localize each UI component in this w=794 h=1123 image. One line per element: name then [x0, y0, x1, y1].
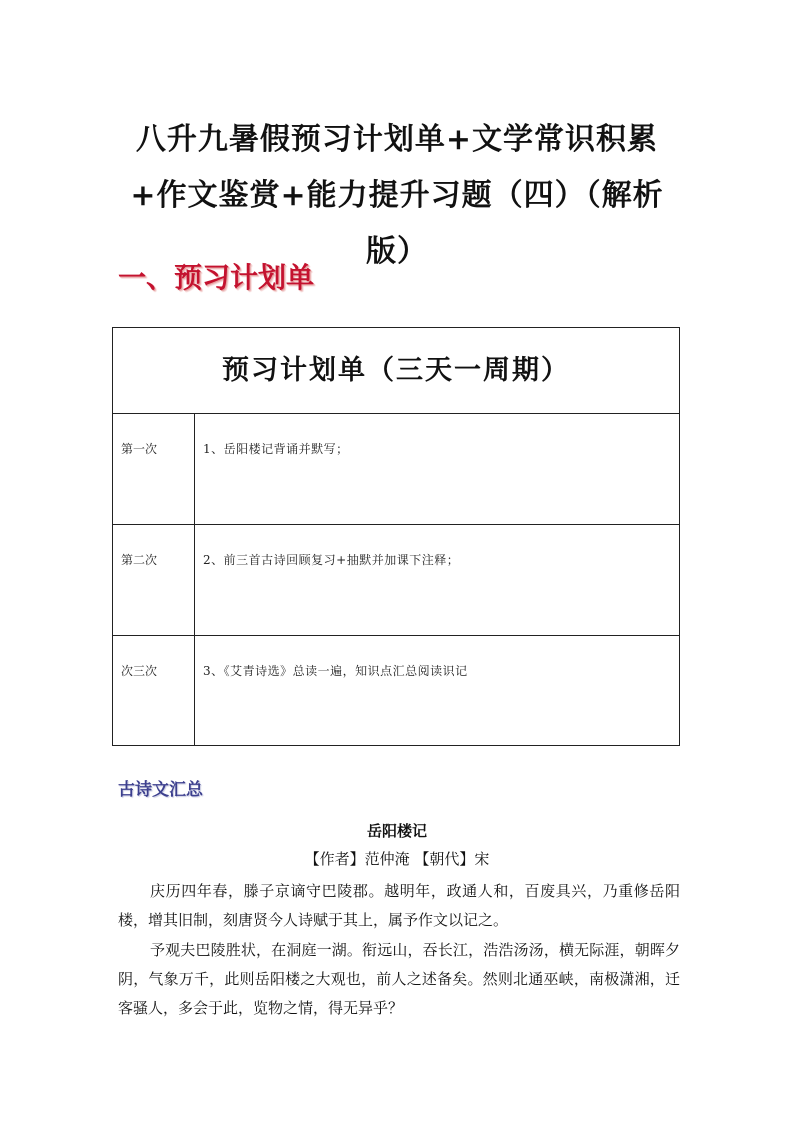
- poem-title: 岳阳楼记: [366, 822, 427, 840]
- poem-author-dynasty: 【作者】范仲淹 【朝代】宋: [304, 850, 490, 868]
- table-row: [113, 525, 679, 636]
- plan-table-header: 预习计划单（三天一周期）: [113, 328, 679, 414]
- table-row: [113, 636, 679, 745]
- row-content: 2、前三首古诗回顾复习+抽默并加课下注释；: [203, 553, 460, 567]
- subsection-heading-ancient-poetry: 古诗文汇总: [118, 780, 203, 800]
- preview-plan-table: [112, 327, 680, 746]
- poem-paragraph: 庆历四年春，滕子京谪守巴陵郡。越明年，政通人和，百废具兴，乃重修岳阳楼，增其旧制，刻唐贤今人诗赋于其上，属予作文以记之。: [118, 882, 680, 929]
- row-content: 1、岳阳楼记背诵并默写；: [203, 442, 349, 456]
- document-title: 八升九暑假预习计划单+文学常识积累+作文鉴赏+能力提升习题（四）（解析版）: [130, 122, 664, 269]
- row-label: 第一次: [113, 414, 195, 524]
- row-content: 3、《艾青诗选》总读一遍，知识点汇总阅读识记: [203, 664, 468, 678]
- row-label: 次三次: [113, 636, 195, 745]
- table-row: [113, 414, 679, 525]
- section-heading-preview-plan: 一、预习计划单: [118, 261, 315, 294]
- poem-paragraph: 予观夫巴陵胜状，在洞庭一湖。衔远山，吞长江，浩浩汤汤，横无际涯，朝晖夕阴，气象万千，此则岳阳楼之大观也，前人之述备矣。然则北通巫峡，南极潇湘，迁客骚人，多会于此，览物之情，得无异乎？: [118, 941, 680, 1017]
- row-label: 第二次: [113, 525, 195, 635]
